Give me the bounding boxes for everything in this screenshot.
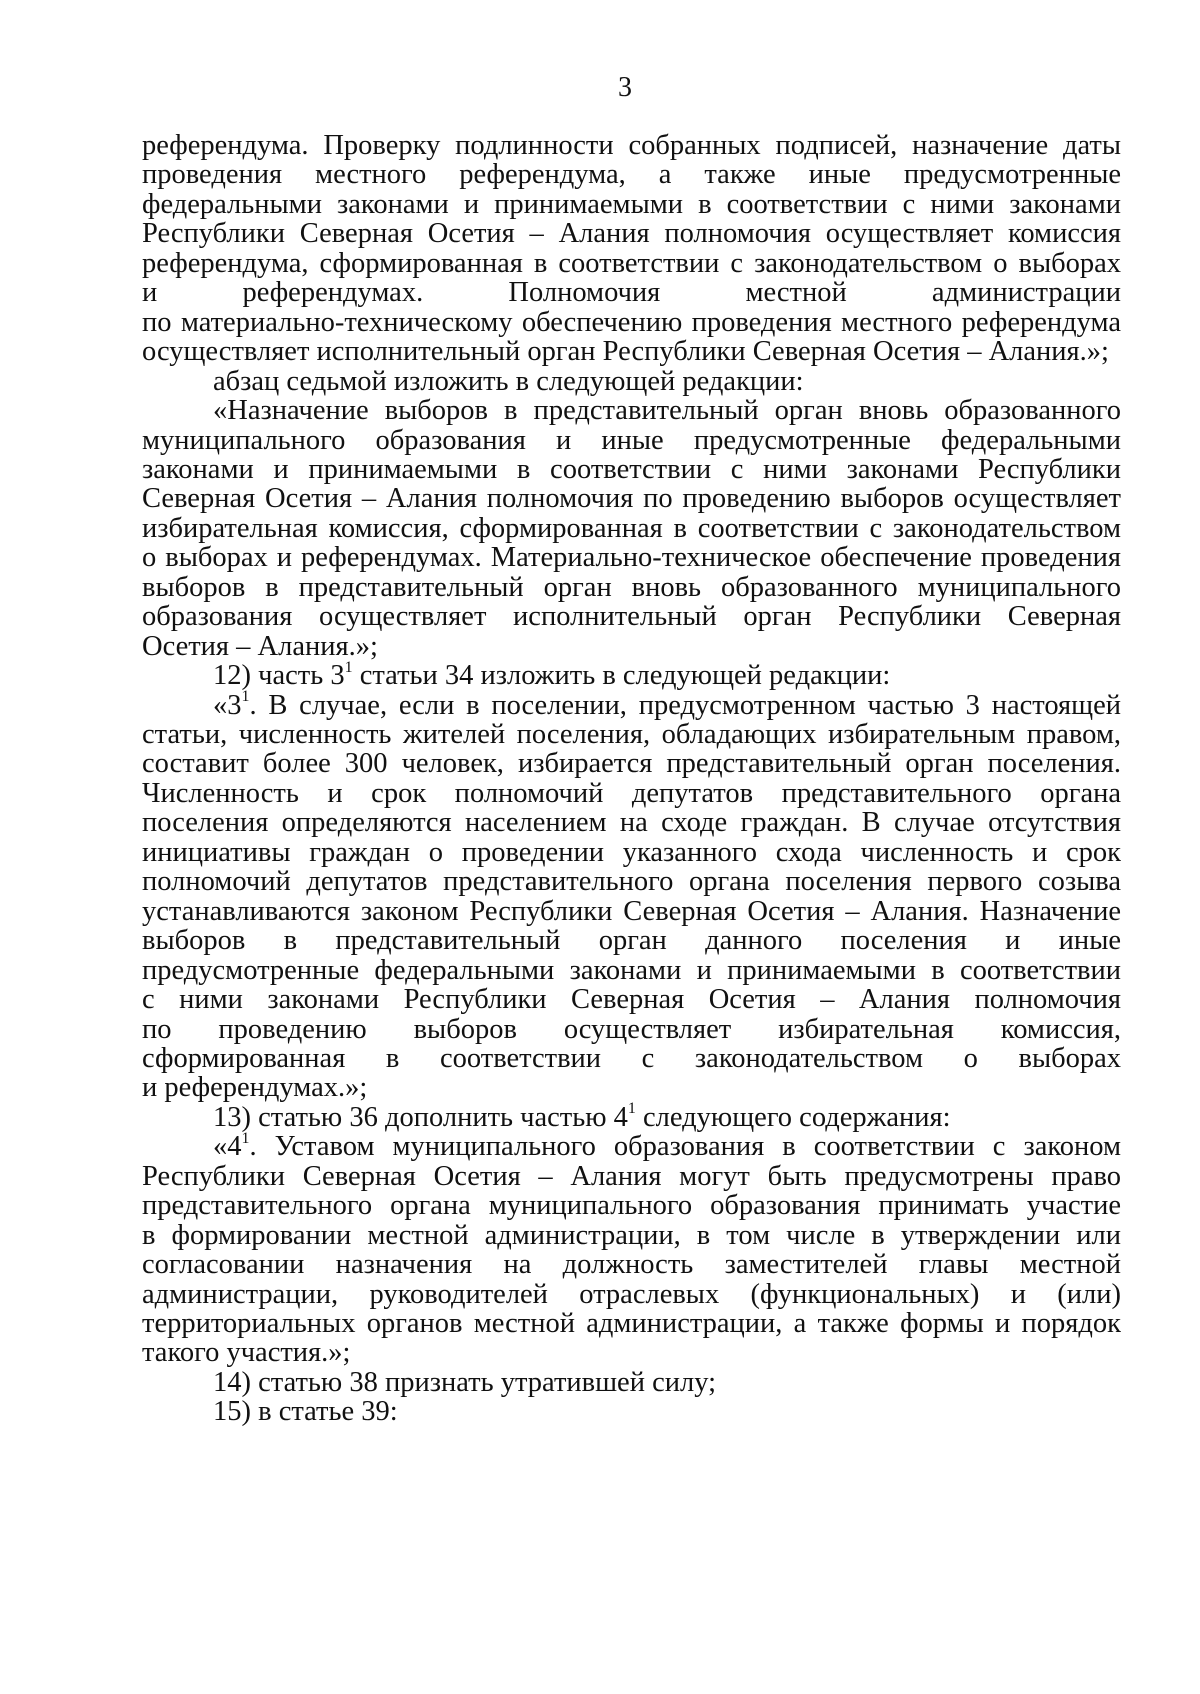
superscript: 1 — [241, 1129, 250, 1147]
text-line-content: администрации, руководителей отраслевых (функциональных) и (или) — [142, 1278, 1121, 1310]
text-line-content: с ними законами Республики Северная Осетия – Алания полномочия — [142, 984, 1121, 1016]
text-line — [213, 1367, 1121, 1400]
text-line — [142, 601, 1121, 634]
text-line — [142, 277, 1121, 310]
text-line — [213, 1396, 1121, 1429]
text-line-content: муниципального образования и иные предусмотренные федеральными — [142, 424, 1121, 456]
text-line — [142, 955, 1121, 988]
text-line — [142, 837, 1121, 870]
text-line-content: предусмотренные федеральными законами и принимаемыми в соответствии — [142, 954, 1121, 986]
text-line — [213, 1102, 1121, 1135]
page-number: 3 — [618, 72, 632, 103]
text-line-content: Численность и срок полномочий депутатов представительного органа — [142, 777, 1121, 809]
text-line-continuation: . В случае, если в поселении, предусмотренном частью 3 настоящей — [249, 689, 1121, 721]
text-line-content: абзац седьмой изложить в следующей редакции: — [213, 365, 804, 397]
text-line — [142, 248, 1121, 281]
text-line — [213, 1131, 1121, 1164]
text-line-content: статьи, численность жителей поселения, обладающих избирательным правом, — [142, 719, 1121, 750]
text-line-content: устанавливаются законом Республики Северная Осетия – Алания. Назначение — [142, 895, 1121, 927]
text-line-content: Республики Северная Осетия – Алания полномочия осуществляет комиссия — [142, 218, 1121, 250]
text-line-content: Северная Осетия – Алания полномочия по проведению выборов осуществляет — [142, 483, 1121, 515]
text-line — [142, 336, 1121, 369]
text-line-content: полномочий депутатов представительного органа поселения первого созыва — [142, 866, 1121, 898]
text-line — [142, 130, 1121, 163]
text-line — [142, 1279, 1121, 1312]
text-line-content: референдума. Проверку подлинности собранных подписей, назначение даты — [142, 130, 1121, 161]
text-line — [142, 896, 1121, 929]
text-line-content: о выборах и референдумах. Материально-техническое обеспечение проведения — [142, 542, 1121, 574]
text-line — [142, 1161, 1121, 1194]
text-line-content: поселения определяются населением на сходе граждан. В случае отсутствия — [142, 807, 1121, 839]
text-line — [142, 807, 1121, 840]
text-line — [142, 513, 1121, 546]
text-line-continuation: . Уставом муниципального образования в соответствии с законом — [249, 1131, 1121, 1163]
text-line-content: в формировании местной администрации, в том числе в утверждении или — [142, 1219, 1121, 1251]
text-line — [142, 189, 1121, 222]
text-line-content: и референдумах. Полномочия местной администрации — [142, 277, 1121, 309]
text-line — [142, 748, 1121, 781]
text-line-content: «Назначение выборов в представительный орган вновь образованного — [213, 395, 1121, 427]
text-line-content: референдума, сформированная в соответствии с законодательством о выборах — [142, 247, 1121, 279]
text-line-content: Республики Северная Осетия – Алания могут быть предусмотрены право — [142, 1160, 1121, 1192]
text-line-content: выборов в представительный орган вновь образованного муниципального — [142, 571, 1121, 603]
text-line-content: сформированная в соответствии с законодательством о выборах — [142, 1042, 1121, 1074]
text-line — [142, 1249, 1121, 1282]
text-line-content: «3 — [213, 689, 242, 721]
text-line-content: законами и принимаемыми в соответствии с ними законами Республики — [142, 453, 1121, 485]
text-line-content: по проведению выборов осуществляет избирательная комиссия, — [142, 1013, 1121, 1045]
text-line — [142, 925, 1121, 958]
superscript: 1 — [344, 658, 353, 676]
text-line-content: такого участия.»; — [142, 1337, 351, 1369]
text-line-content: 15) в статье 39: — [213, 1396, 398, 1428]
text-line — [142, 1308, 1121, 1341]
text-line-content: образования осуществляет исполнительный орган Республики Северная — [142, 601, 1121, 633]
text-line — [142, 307, 1121, 340]
text-line-content: выборов в представительный орган данного поселения и иные — [142, 925, 1121, 957]
text-line — [142, 542, 1121, 575]
text-line-content: и референдумах.»; — [142, 1072, 368, 1104]
text-line — [213, 690, 1121, 723]
text-line — [142, 984, 1121, 1017]
text-line — [142, 1014, 1121, 1047]
text-line — [213, 395, 1121, 428]
text-line-content: «4 — [213, 1131, 242, 1163]
text-line-content: составит более 300 человек, избирается представительный орган поселения. — [142, 748, 1121, 780]
text-line — [142, 778, 1121, 811]
text-line-content: 14) статью 38 признать утратившей силу; — [213, 1366, 716, 1398]
superscript: 1 — [627, 1100, 636, 1118]
text-line-content: осуществляет исполнительный орган Республики Северная Осетия – Алания.»; — [142, 336, 1109, 368]
text-line-content: 12) часть 3 — [213, 660, 345, 692]
text-line — [213, 366, 1121, 399]
text-line — [142, 1190, 1121, 1223]
text-line-content: федеральными законами и принимаемыми в соответствии с ними законами — [142, 188, 1121, 220]
text-line-content: согласовании назначения на должность заместителей главы местной — [142, 1249, 1121, 1281]
text-line — [142, 572, 1121, 605]
text-line — [142, 719, 1121, 752]
text-line — [142, 425, 1121, 458]
text-line-continuation: статьи 34 изложить в следующей редакции: — [352, 660, 891, 692]
text-line — [142, 866, 1121, 899]
text-line — [142, 631, 1121, 664]
text-line-content: территориальных органов местной администрации, а также формы и порядок — [142, 1308, 1121, 1339]
text-line-content: представительного органа муниципального образования принимать участие — [142, 1190, 1121, 1222]
text-line — [142, 1337, 1121, 1370]
text-line — [142, 1043, 1121, 1076]
text-line — [142, 1220, 1121, 1253]
text-line — [142, 159, 1121, 192]
text-line-content: инициативы граждан о проведении указанного схода численность и срок — [142, 836, 1121, 868]
text-line-content: 13) статью 36 дополнить частью 4 — [213, 1101, 628, 1133]
text-line — [213, 660, 1121, 693]
text-line-content: избирательная комиссия, сформированная в соответствии с законодательством — [142, 512, 1121, 544]
text-line-continuation: следующего содержания: — [635, 1101, 951, 1133]
text-line — [142, 218, 1121, 251]
text-line — [142, 454, 1121, 487]
text-line-content: по материально-техническому обеспечению проведения местного референдума — [142, 306, 1121, 338]
text-line — [142, 483, 1121, 516]
text-line-content: Осетия – Алания.»; — [142, 630, 378, 662]
text-line-content: проведения местного референдума, а также иные предусмотренные — [142, 159, 1121, 191]
superscript: 1 — [241, 688, 250, 706]
